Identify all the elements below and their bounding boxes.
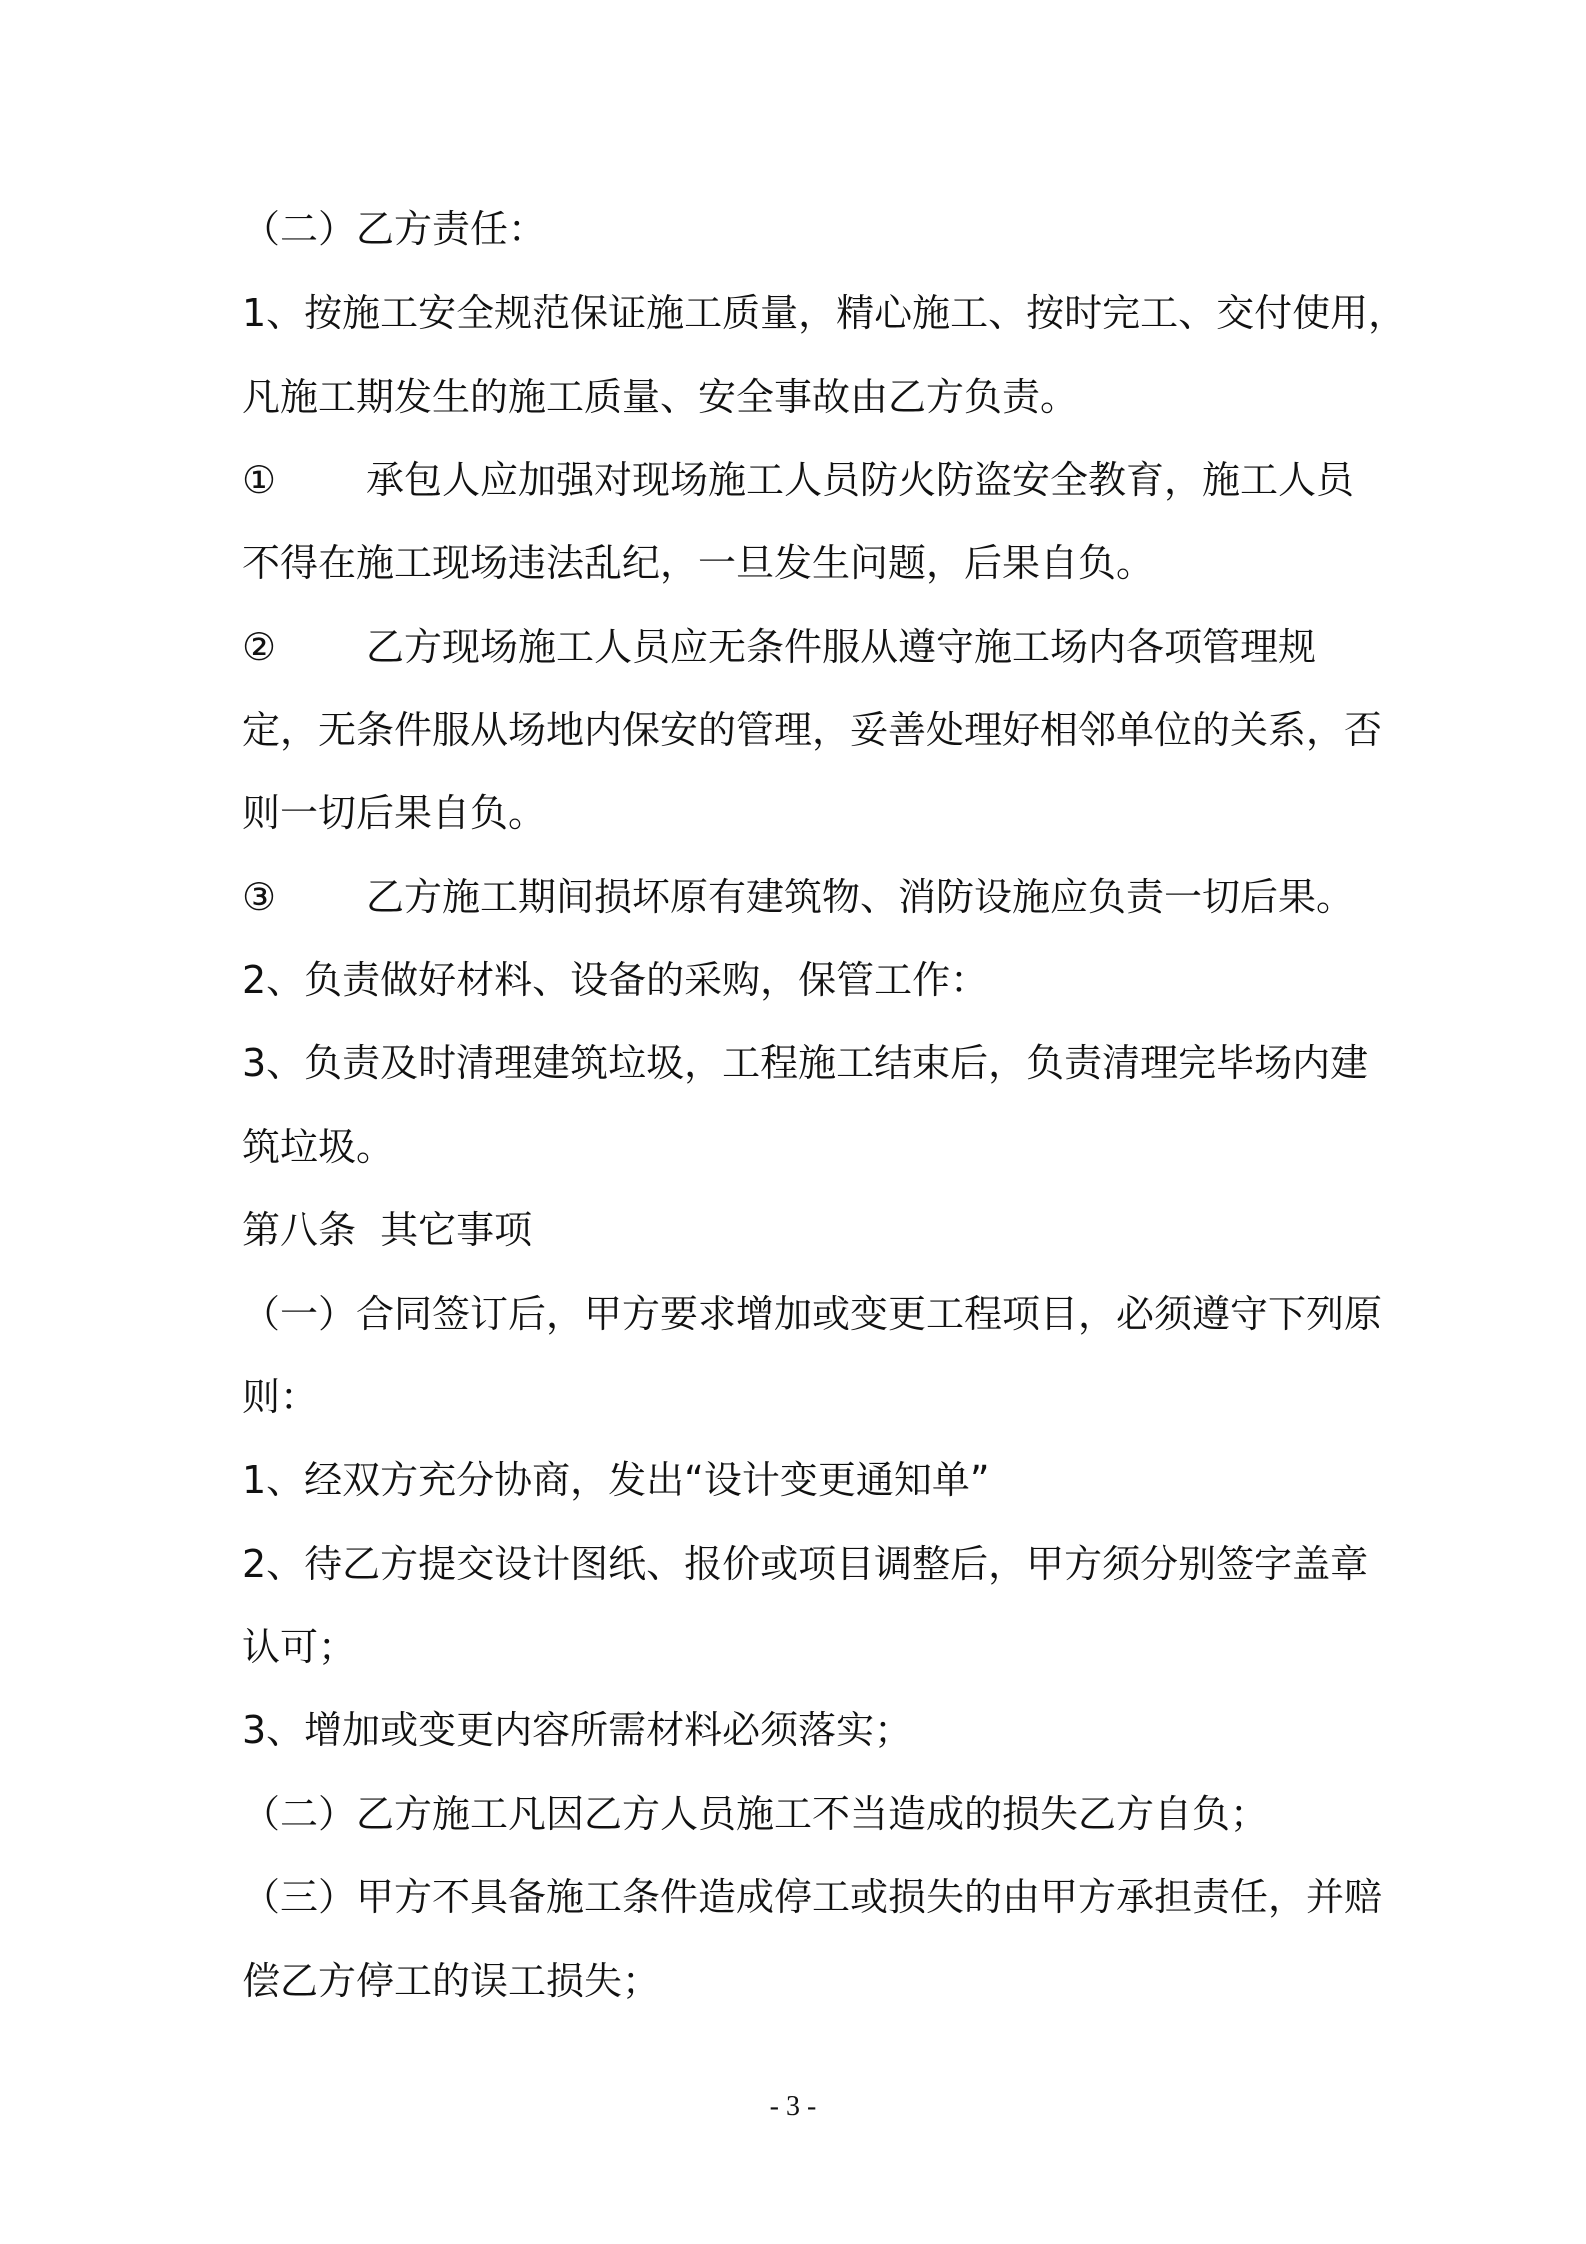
paragraph-line: （三）甲方不具备施工条件造成停工或损失的由甲方承担责任，并赔: [242, 1875, 1383, 1919]
paragraph-line: 2、负责做好材料、设备的采购，保管工作：: [242, 958, 989, 1002]
paragraph-line: （一）合同签订后，甲方要求增加或变更工程项目，必须遵守下列原: [242, 1292, 1383, 1336]
circled-number: ①: [242, 458, 277, 502]
paragraph-line: 认可；: [242, 1625, 357, 1669]
paragraph-line: 筑垃圾。: [242, 1125, 395, 1169]
paragraph-line: 2、待乙方提交设计图纸、报价或项目调整后，甲方须分别签字盖章: [242, 1542, 1369, 1586]
page-number: - 3 -: [769, 2091, 817, 2122]
list-item-circled-1: ① 承包人应加强对现场施工人员防火防盗安全教育，施工人员: [242, 455, 1354, 505]
paragraph-line: 1、按施工安全规范保证施工质量，精心施工、按时完工、交付使用，: [242, 291, 1407, 335]
paragraph-line: 定，无条件服从场地内保安的管理，妥善处理好相邻单位的关系，否: [242, 708, 1383, 752]
list-item-circled-3: ③ 乙方施工期间损坏原有建筑物、消防设施应负责一切后果。: [242, 872, 1354, 922]
paragraph-line: 3、增加或变更内容所需材料必须落实；: [242, 1708, 913, 1752]
list-item-circled-2: ② 乙方现场施工人员应无条件服从遵守施工场内各项管理规: [242, 622, 1316, 672]
paragraph-line: 3、负责及时清理建筑垃圾，工程施工结束后，负责清理完毕场内建: [242, 1041, 1369, 1085]
circled-number: ③: [242, 875, 277, 919]
paragraph-line: 凡施工期发生的施工质量、安全事故由乙方负责。: [242, 375, 1079, 419]
paragraph-line: 1、经双方充分协商，发出“设计变更通知单”: [242, 1458, 990, 1502]
paragraph-line: 则：: [242, 1375, 319, 1419]
paragraph-line: 则一切后果自负。: [242, 791, 547, 835]
circled-number: ②: [242, 625, 277, 669]
paragraph-line: （二）乙方施工凡因乙方人员施工不当造成的损失乙方自负；: [242, 1792, 1269, 1836]
section-heading-party-b-duties: （二）乙方责任：: [242, 207, 547, 251]
paragraph-line: 偿乙方停工的误工损失；: [242, 1959, 661, 2003]
article-heading: 第八条 其它事项: [242, 1208, 533, 1252]
paragraph-line: 不得在施工现场违法乱纪，一旦发生问题，后果自负。: [242, 541, 1155, 585]
